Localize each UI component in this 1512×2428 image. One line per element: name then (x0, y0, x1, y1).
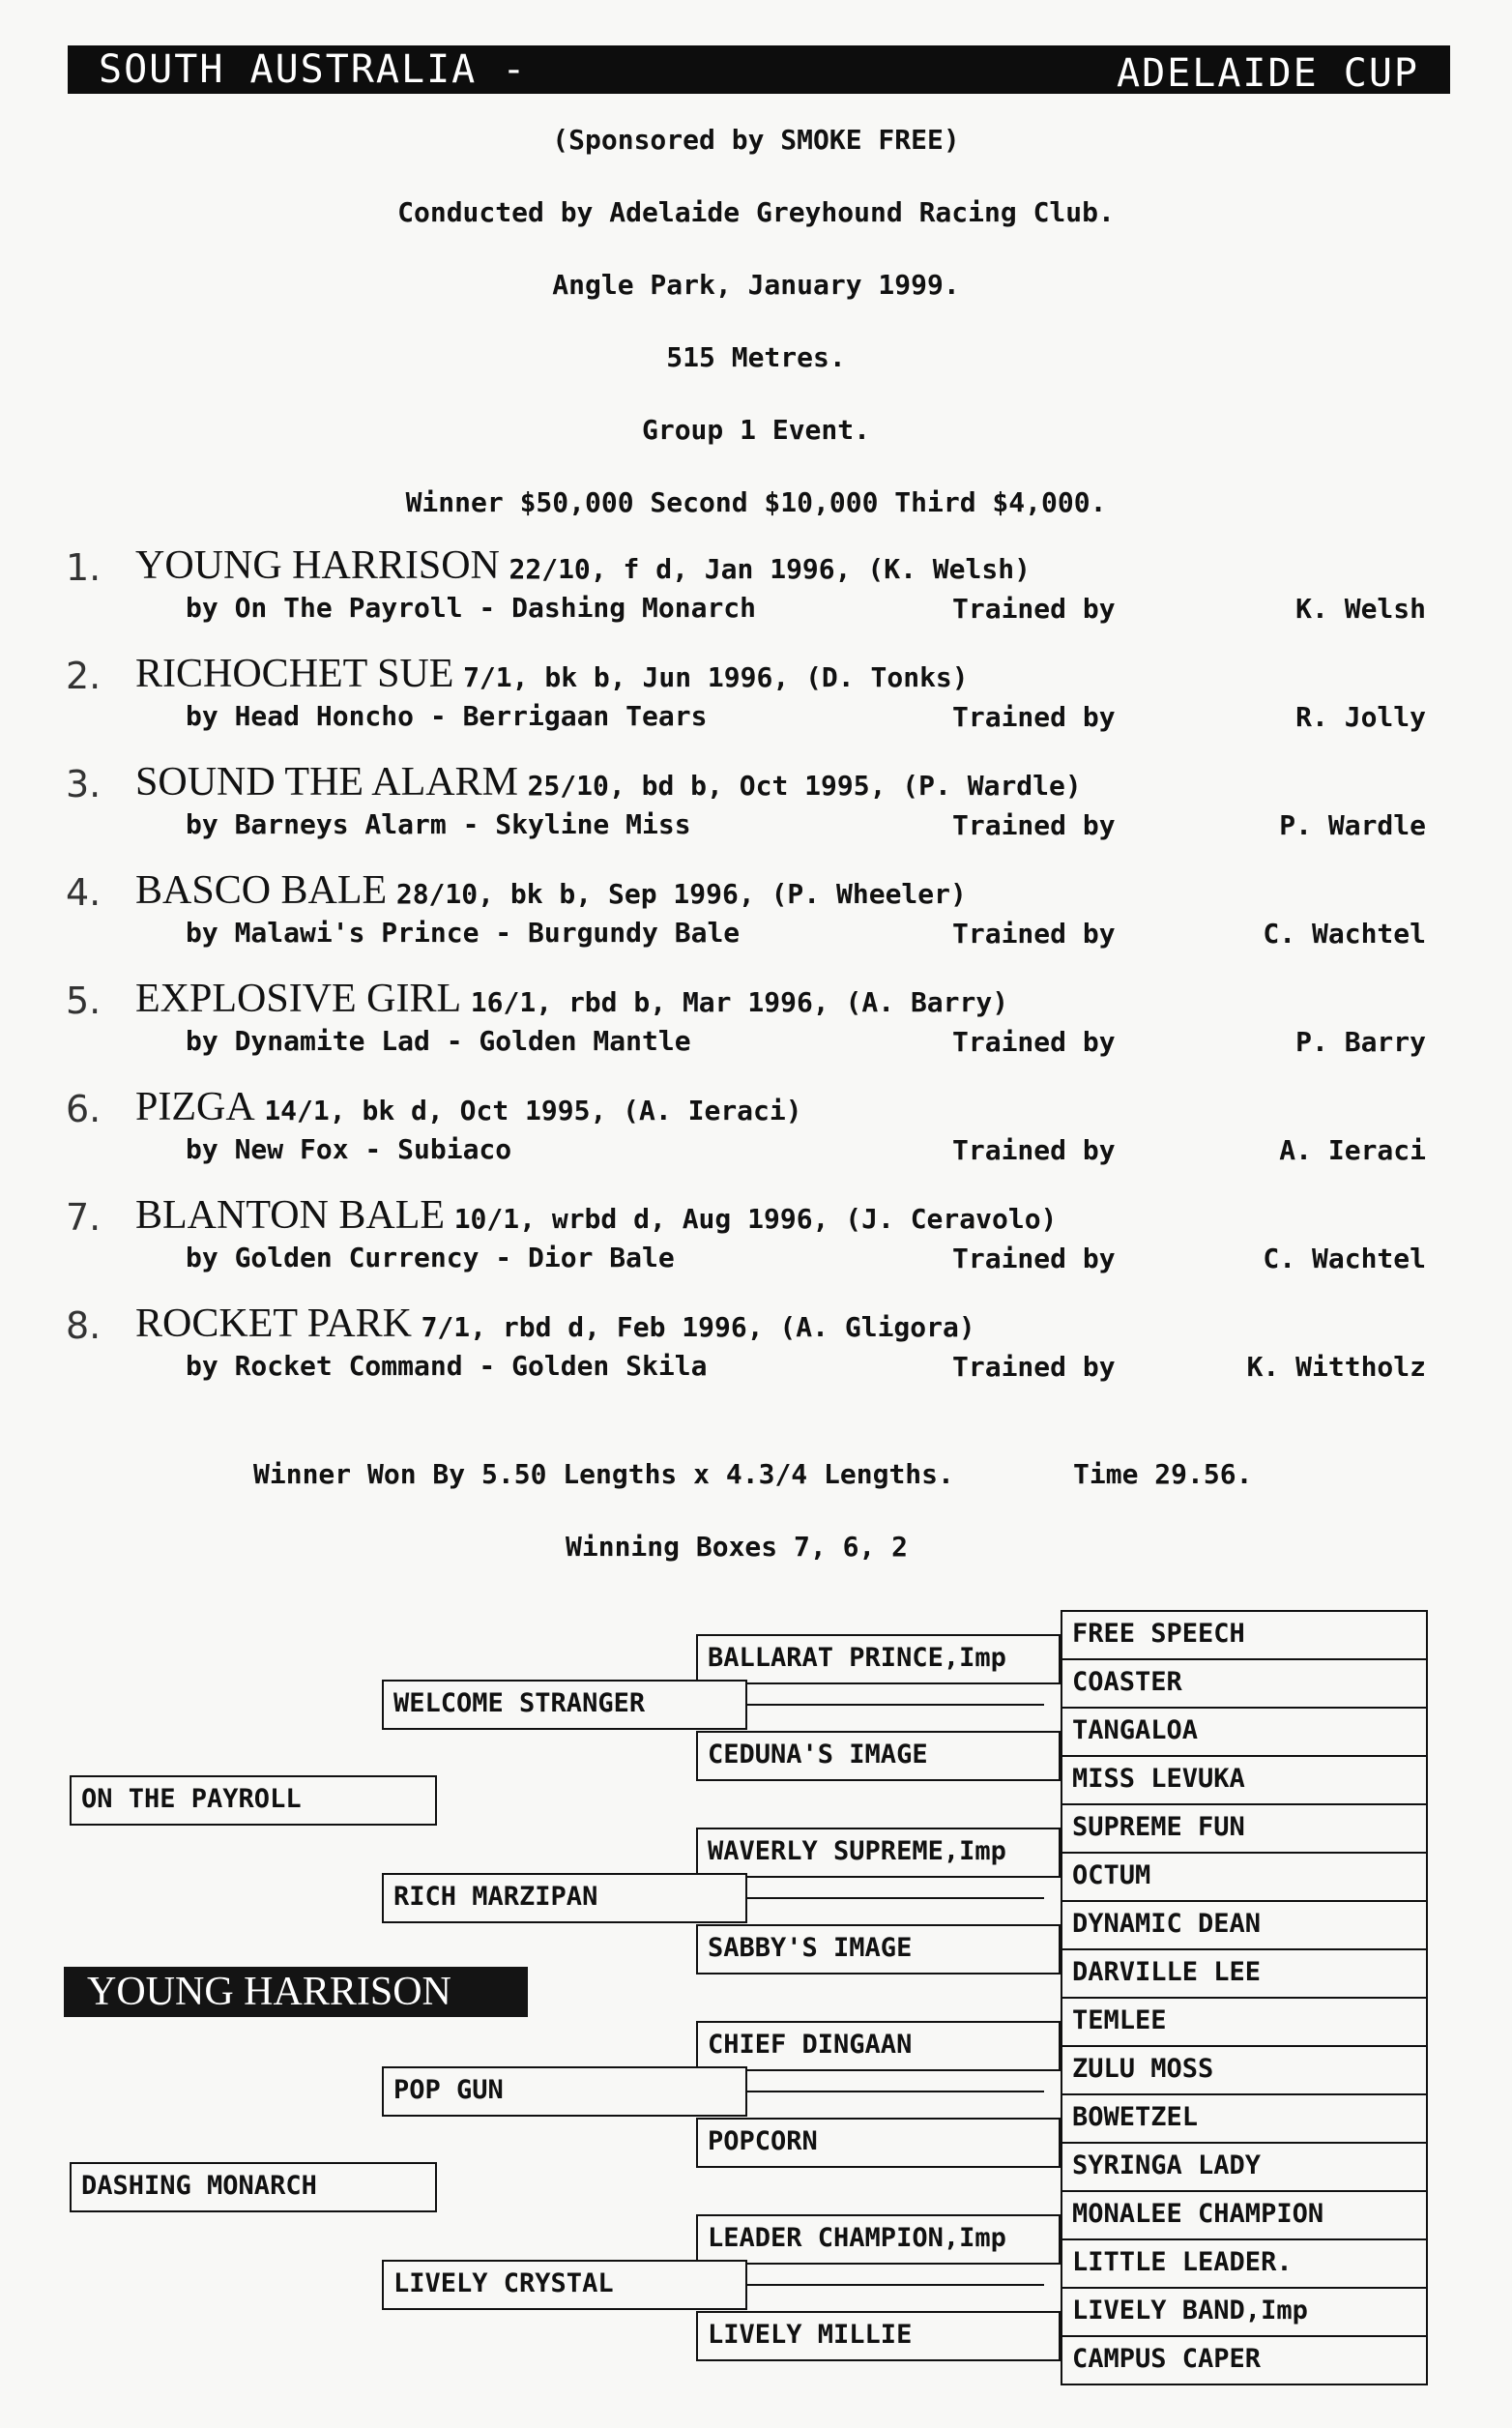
pedigree-gen2-ancestor: POP GUN (382, 2066, 747, 2117)
runner-details: 10/1, wrbd d, Aug 1996, (J. Ceravolo) (453, 1203, 1058, 1235)
runner-trainer: C. Wachtel (1263, 1243, 1426, 1274)
runner-breeding: by Rocket Command - Golden Skila (186, 1350, 708, 1382)
runner-details: 22/10, f d, Jan 1996, (K. Welsh) (509, 553, 1031, 585)
runner-name: RICHOCHET SUE (135, 652, 454, 696)
pedigree-gen4-ancestor: SUPREME FUN (1061, 1803, 1428, 1854)
runner-details: 7/1, rbd d, Feb 1996, (A. Gligora) (421, 1311, 975, 1343)
runner-place: 3. (66, 763, 102, 805)
venue-date-line: Angle Park, January 1999. (552, 269, 960, 301)
pedigree-gen3-ancestor: LEADER CHAMPION,Imp (696, 2214, 1061, 2265)
pedigree-subject: YOUNG HARRISON (64, 1967, 528, 2017)
pedigree-gen4-ancestor: LITTLE LEADER. (1061, 2238, 1428, 2289)
runner-name: EXPLOSIVE GIRL (135, 977, 462, 1021)
runner-name: BLANTON BALE (135, 1193, 446, 1238)
runner-trainer: K. Welsh (1295, 593, 1426, 625)
runner-place: 6. (66, 1088, 102, 1130)
sponsor-line: (Sponsored by SMOKE FREE) (552, 124, 960, 156)
pedigree-gen4-ancestor: LIVELY BAND,Imp (1061, 2287, 1428, 2337)
trained-by-label: Trained by (952, 918, 1116, 950)
runner-title (135, 651, 969, 697)
pedigree-gen3-ancestor: SABBY'S IMAGE (696, 1924, 1061, 1975)
runner-title (135, 1192, 1057, 1239)
runner-title (135, 1301, 975, 1347)
trained-by-label: Trained by (952, 1026, 1116, 1058)
trained-by-label: Trained by (952, 1134, 1116, 1166)
runner-breeding: by Dynamite Lad - Golden Mantle (186, 1025, 691, 1057)
runner-details: 16/1, rbd b, Mar 1996, (A. Barry) (470, 986, 1009, 1018)
trained-by-label: Trained by (952, 701, 1116, 733)
runner-name: BASCO BALE (135, 868, 388, 913)
trained-by-label: Trained by (952, 1351, 1116, 1383)
pedigree-gen3-ancestor: WAVERLY SUPREME,Imp (696, 1828, 1061, 1878)
conducted-line: Conducted by Adelaide Greyhound Racing Club. (397, 196, 1115, 228)
runner-name: ROCKET PARK (135, 1302, 412, 1346)
runner-title (135, 1084, 802, 1130)
pedigree-gen4-ancestor: MONALEE CHAMPION (1061, 2190, 1428, 2240)
distance-line: 515 Metres. (666, 341, 846, 373)
runner-trainer: P. Barry (1295, 1026, 1426, 1058)
header-band (68, 45, 1450, 94)
pedigree-gen4-ancestor: SYRINGA LADY (1061, 2142, 1428, 2192)
runner-place: 4. (66, 871, 102, 914)
runner-place: 5. (66, 980, 102, 1022)
runner-place: 1. (66, 546, 102, 589)
trained-by-label: Trained by (952, 809, 1116, 841)
runner-name: PIZGA (135, 1085, 255, 1129)
pedigree-connector (747, 2284, 1044, 2286)
pedigree-gen3-ancestor: CEDUNA'S IMAGE (696, 1731, 1061, 1781)
winning-margins: Winner Won By 5.50 Lengths x 4.3/4 Lengths. (253, 1458, 954, 1490)
pedigree-connector (747, 1704, 1044, 1706)
trained-by-label: Trained by (952, 593, 1116, 625)
pedigree-connector (747, 1897, 1044, 1899)
runner-title (135, 867, 967, 914)
pedigree-gen4-ancestor: MISS LEVUKA (1061, 1755, 1428, 1805)
runner-breeding: by Malawi's Prince - Burgundy Bale (186, 917, 741, 949)
pedigree-gen2-ancestor: RICH MARZIPAN (382, 1873, 747, 1923)
runner-details: 14/1, bk d, Oct 1995, (A. Ieraci) (264, 1095, 802, 1126)
runner-trainer: P. Wardle (1279, 809, 1426, 841)
runner-trainer: R. Jolly (1295, 701, 1426, 733)
pedigree-gen2-ancestor: LIVELY CRYSTAL (382, 2260, 747, 2310)
runner-name: SOUND THE ALARM (135, 760, 518, 804)
pedigree-gen3-ancestor: POPCORN (696, 2118, 1061, 2168)
runner-trainer: K. Wittholz (1246, 1351, 1426, 1383)
runner-details: 25/10, bd b, Oct 1995, (P. Wardle) (527, 770, 1082, 802)
pedigree-gen4-ancestor: TANGALOA (1061, 1707, 1428, 1757)
pedigree-gen4-ancestor: BOWETZEL (1061, 2093, 1428, 2144)
runner-breeding: by Head Honcho - Berrigaan Tears (186, 700, 708, 732)
runner-trainer: C. Wachtel (1263, 918, 1426, 950)
pedigree-gen3-ancestor: BALLARAT PRINCE,Imp (696, 1634, 1061, 1684)
pedigree-gen3-ancestor: CHIEF DINGAAN (696, 2021, 1061, 2071)
pedigree-gen3-ancestor: LIVELY MILLIE (696, 2311, 1061, 2361)
runner-title (135, 542, 1031, 589)
pedigree-gen2-ancestor: WELCOME STRANGER (382, 1680, 747, 1730)
runner-breeding: by Barneys Alarm - Skyline Miss (186, 808, 691, 840)
runner-details: 7/1, bk b, Jun 1996, (D. Tonks) (463, 661, 969, 693)
pedigree-gen4-ancestor: DARVILLE LEE (1061, 1948, 1428, 1999)
runner-breeding: by New Fox - Subiaco (186, 1133, 512, 1165)
trained-by-label: Trained by (952, 1243, 1116, 1274)
header-state: SOUTH AUSTRALIA - (99, 47, 528, 92)
winning-time: Time 29.56. (1073, 1458, 1253, 1490)
runner-name: YOUNG HARRISON (135, 543, 500, 588)
pedigree-gen4-ancestor: ZULU MOSS (1061, 2045, 1428, 2095)
runner-title (135, 976, 1008, 1022)
pedigree-gen4-ancestor: DYNAMIC DEAN (1061, 1900, 1428, 1950)
runner-place: 8. (66, 1304, 102, 1347)
runner-title (135, 759, 1082, 805)
pedigree-gen4-ancestor: OCTUM (1061, 1852, 1428, 1902)
winning-boxes: Winning Boxes 7, 6, 2 (566, 1531, 909, 1563)
pedigree-sire: ON THE PAYROLL (70, 1775, 437, 1826)
pedigree-gen4-ancestor: CAMPUS CAPER (1061, 2335, 1428, 2385)
group-line: Group 1 Event. (641, 414, 870, 446)
pedigree-gen4-ancestor: COASTER (1061, 1658, 1428, 1709)
pedigree-gen4-ancestor: TEMLEE (1061, 1997, 1428, 2047)
header-race-title: ADELAIDE CUP (1117, 51, 1419, 96)
runner-place: 7. (66, 1196, 102, 1239)
pedigree-dam: DASHING MONARCH (70, 2162, 437, 2212)
runner-details: 28/10, bk b, Sep 1996, (P. Wheeler) (395, 878, 967, 910)
runner-place: 2. (66, 655, 102, 697)
runner-breeding: by Golden Currency - Dior Bale (186, 1242, 675, 1273)
prize-money-line: Winner $50,000 Second $10,000 Third $4,000. (405, 486, 1107, 518)
runner-trainer: A. Ieraci (1279, 1134, 1426, 1166)
pedigree-connector (747, 2091, 1044, 2092)
pedigree-gen4-ancestor: FREE SPEECH (1061, 1610, 1428, 1660)
runner-breeding: by On The Payroll - Dashing Monarch (186, 592, 757, 624)
